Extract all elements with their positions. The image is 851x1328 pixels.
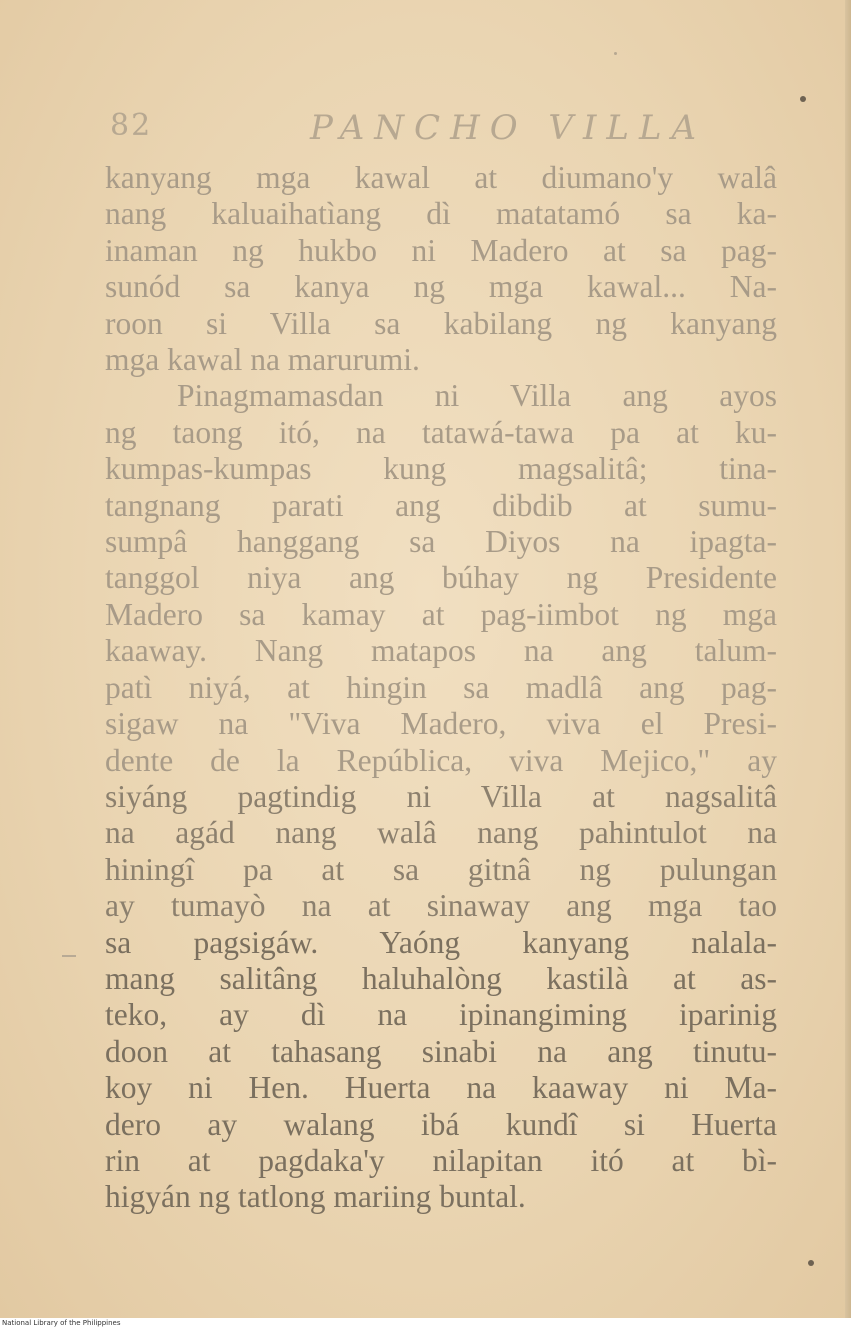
text-line: patì niyá, at hingin sa madlâ ang pag-	[105, 669, 777, 705]
page-header	[110, 108, 770, 152]
body-text	[105, 160, 777, 1216]
text-line: Pinagmamasdan ni Villa ang ayos	[177, 378, 777, 414]
text-line: roon si Villa sa kabilang ng kanyang	[105, 305, 777, 341]
text-line: koy ni Hen. Huerta na kaaway ni Ma-	[105, 1070, 777, 1106]
text-line: sumpâ hanggang sa Diyos na ipagta-	[105, 524, 777, 560]
text-line: tanggol niya ang búhay ng Presidente	[105, 560, 777, 596]
text-line: dero ay walang ibá kundî si Huerta	[105, 1106, 777, 1142]
text-line: kaaway. Nang matapos na ang talum-	[105, 633, 777, 669]
text-line: kanyang mga kawal at diumano'y walâ	[105, 160, 777, 195]
text-line: rin at pagdaka'y nilapitan itó at bì-	[105, 1142, 777, 1178]
text-line: hiningî pa at sa gitnâ ng pulungan	[105, 851, 777, 887]
text-line: siyáng pagtindig ni Villa at nagsalitâ	[105, 778, 777, 814]
text-line: nang kaluaihatìang dì matatamó sa ka-	[105, 196, 777, 232]
text-line: Madero sa kamay at pag-iimbot ng mga	[105, 596, 777, 632]
text-line: sigaw na "Viva Madero, viva el Presi-	[105, 706, 777, 742]
text-line: teko, ay dì na ipinangiming iparinig	[105, 997, 777, 1033]
text-line: ay tumayò na at sinaway ang mga tao	[105, 888, 777, 924]
text-line: mang salitâng haluhalòng kastilà at as-	[105, 960, 777, 996]
text-line: na agád nang walâ nang pahintulot na	[105, 815, 777, 851]
text-line: ng taong itó, na tatawá-tawa pa at ku-	[105, 414, 777, 450]
text-line: higyán ng tatlong mariing buntal.	[105, 1179, 526, 1215]
running-title: PANCHO VILLA	[310, 108, 707, 148]
paper-speck	[800, 96, 806, 102]
margin-mark	[62, 955, 76, 957]
text-line: inaman ng hukbo ni Madero at sa pag-	[105, 232, 777, 268]
text-line: sa pagsigáw. Yaóng kanyang nalala-	[105, 924, 777, 960]
text-line: sunód sa kanya ng mga kawal... Na-	[105, 269, 777, 305]
text-line: doon at tahasang sinabi na ang tinutu-	[105, 1033, 777, 1069]
text-line: dente de la República, viva Mejico," ay	[105, 742, 777, 778]
text-line: kumpas-kumpas kung magsalitâ; tina-	[105, 451, 777, 487]
text-line: mga kawal na marurumi.	[105, 342, 420, 378]
scan-credit: National Library of the Philippines	[0, 1318, 851, 1328]
paper-speck	[808, 1260, 814, 1266]
page-number: 82	[110, 108, 153, 143]
text-line: tangnang parati ang dibdib at sumu-	[105, 487, 777, 523]
paper-speck	[614, 52, 617, 55]
page-edge	[845, 0, 851, 1318]
